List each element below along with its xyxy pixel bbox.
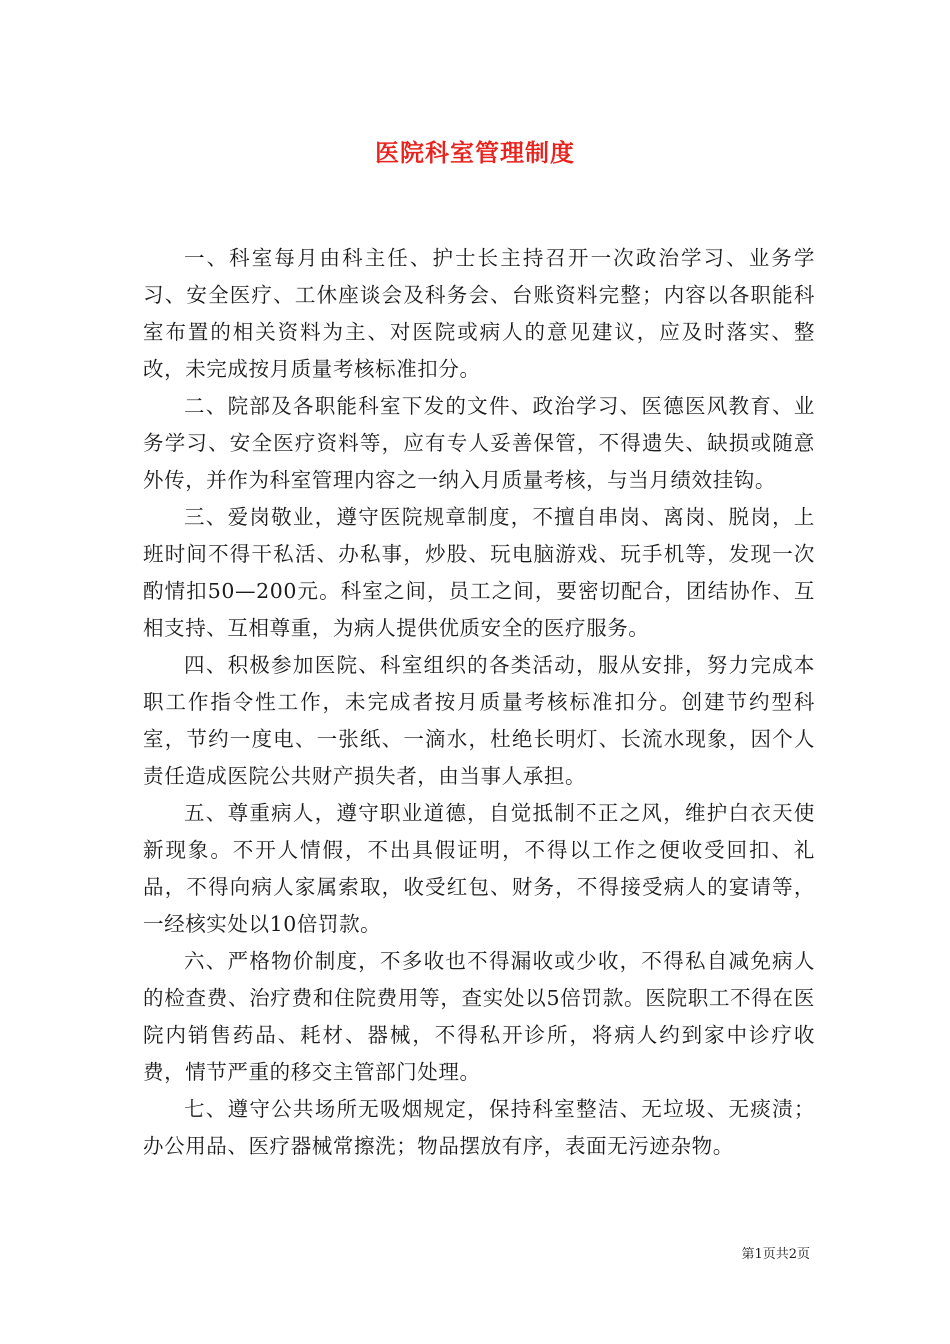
paragraph-3: 三、爱岗敬业，遵守医院规章制度，不擅自串岗、离岗、脱岗，上班时间不得干私活、办私事，炒股、玩电脑游戏、玩手机等，发现一次酌情扣50—200元。科室之间，员工之间，要密切配合，团结协作、互相支持、互相尊重，为病人提供优质安全的医疗服务。 — [143, 505, 815, 640]
paragraph-5: 五、尊重病人，遵守职业道德，自觉抵制不正之风，维护白衣天使新现象。不开人情假，不出具假证明，不得以工作之便收受回扣、礼品，不得向病人家属索取，收受红包、财务，不得接受病人的宴请等，一经核实处以10倍罚款。 — [143, 801, 815, 936]
paragraph-7: 七、遵守公共场所无吸烟规定，保持科室整洁、无垃圾、无痰渍；办公用品、医疗器械常擦洗；物品摆放有序，表面无污迹杂物。 — [143, 1097, 815, 1158]
paragraph-4: 四、积极参加医院、科室组织的各类活动，服从安排，努力完成本职工作指令性工作，未完成者按月质量考核标准扣分。创建节约型科室，节约一度电、一张纸、一滴水，杜绝长明灯、长流水现象，因个人责任造成医院公共财产损失者，由当事人承担。 — [143, 653, 815, 788]
paragraph-6: 六、严格物价制度，不多收也不得漏收或少收，不得私自减免病人的检查费、治疗费和住院费用等，查实处以5倍罚款。医院职工不得在医院内销售药品、耗材、器械，不得私开诊所，将病人约到家中诊疗收费，情节严重的移交主管部门处理。 — [143, 949, 815, 1084]
document-body — [143, 240, 815, 1165]
document-title: 医院科室管理制度 — [375, 138, 575, 167]
paragraph-1: 一、科室每月由科主任、护士长主持召开一次政治学习、业务学习、安全医疗、工休座谈会及科务会、台账资料完整；内容以各职能科室布置的相关资料为主、对医院或病人的意见建议，应及时落实、整改，未完成按月质量考核标准扣分。 — [143, 246, 815, 381]
paragraph-2: 二、院部及各职能科室下发的文件、政治学习、医德医风教育、业务学习、安全医疗资料等，应有专人妥善保管，不得遗失、缺损或随意外传，并作为科室管理内容之一纳入月质量考核，与当月绩效挂钩。 — [143, 394, 815, 492]
page-number-footer: 第1页共2页 — [741, 1247, 810, 1262]
